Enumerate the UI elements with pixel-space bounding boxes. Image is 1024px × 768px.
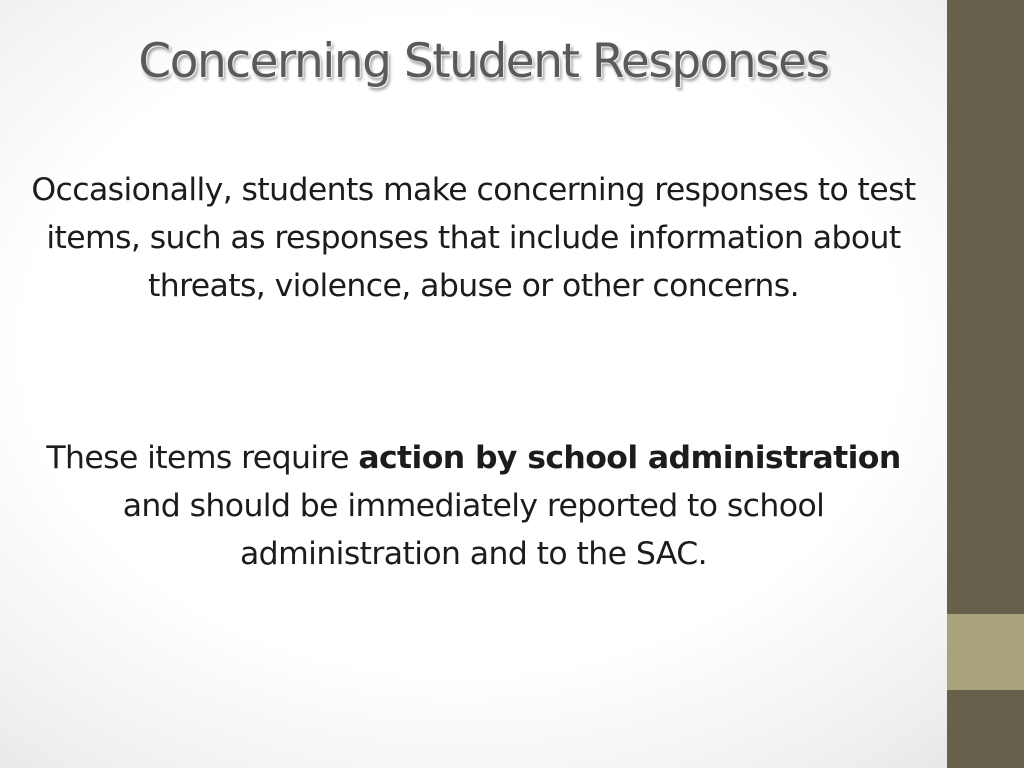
decorative-side-bar [947, 0, 1024, 768]
emphasis-action-text: action by school administration [358, 440, 901, 476]
paragraph-tail: and should be immediately reported to school administration and to the SAC. [122, 488, 825, 572]
paragraph-action-required [26, 434, 921, 578]
paragraph-lead: These items require [46, 440, 359, 476]
side-bar-accent-block [947, 614, 1024, 690]
slide-title: Concerning Student Responses [138, 34, 829, 89]
paragraph-occasionally: Occasionally, students make concerning responses to test items, such as responses that include information about threats, violence, abuse or other concerns. [31, 172, 916, 304]
